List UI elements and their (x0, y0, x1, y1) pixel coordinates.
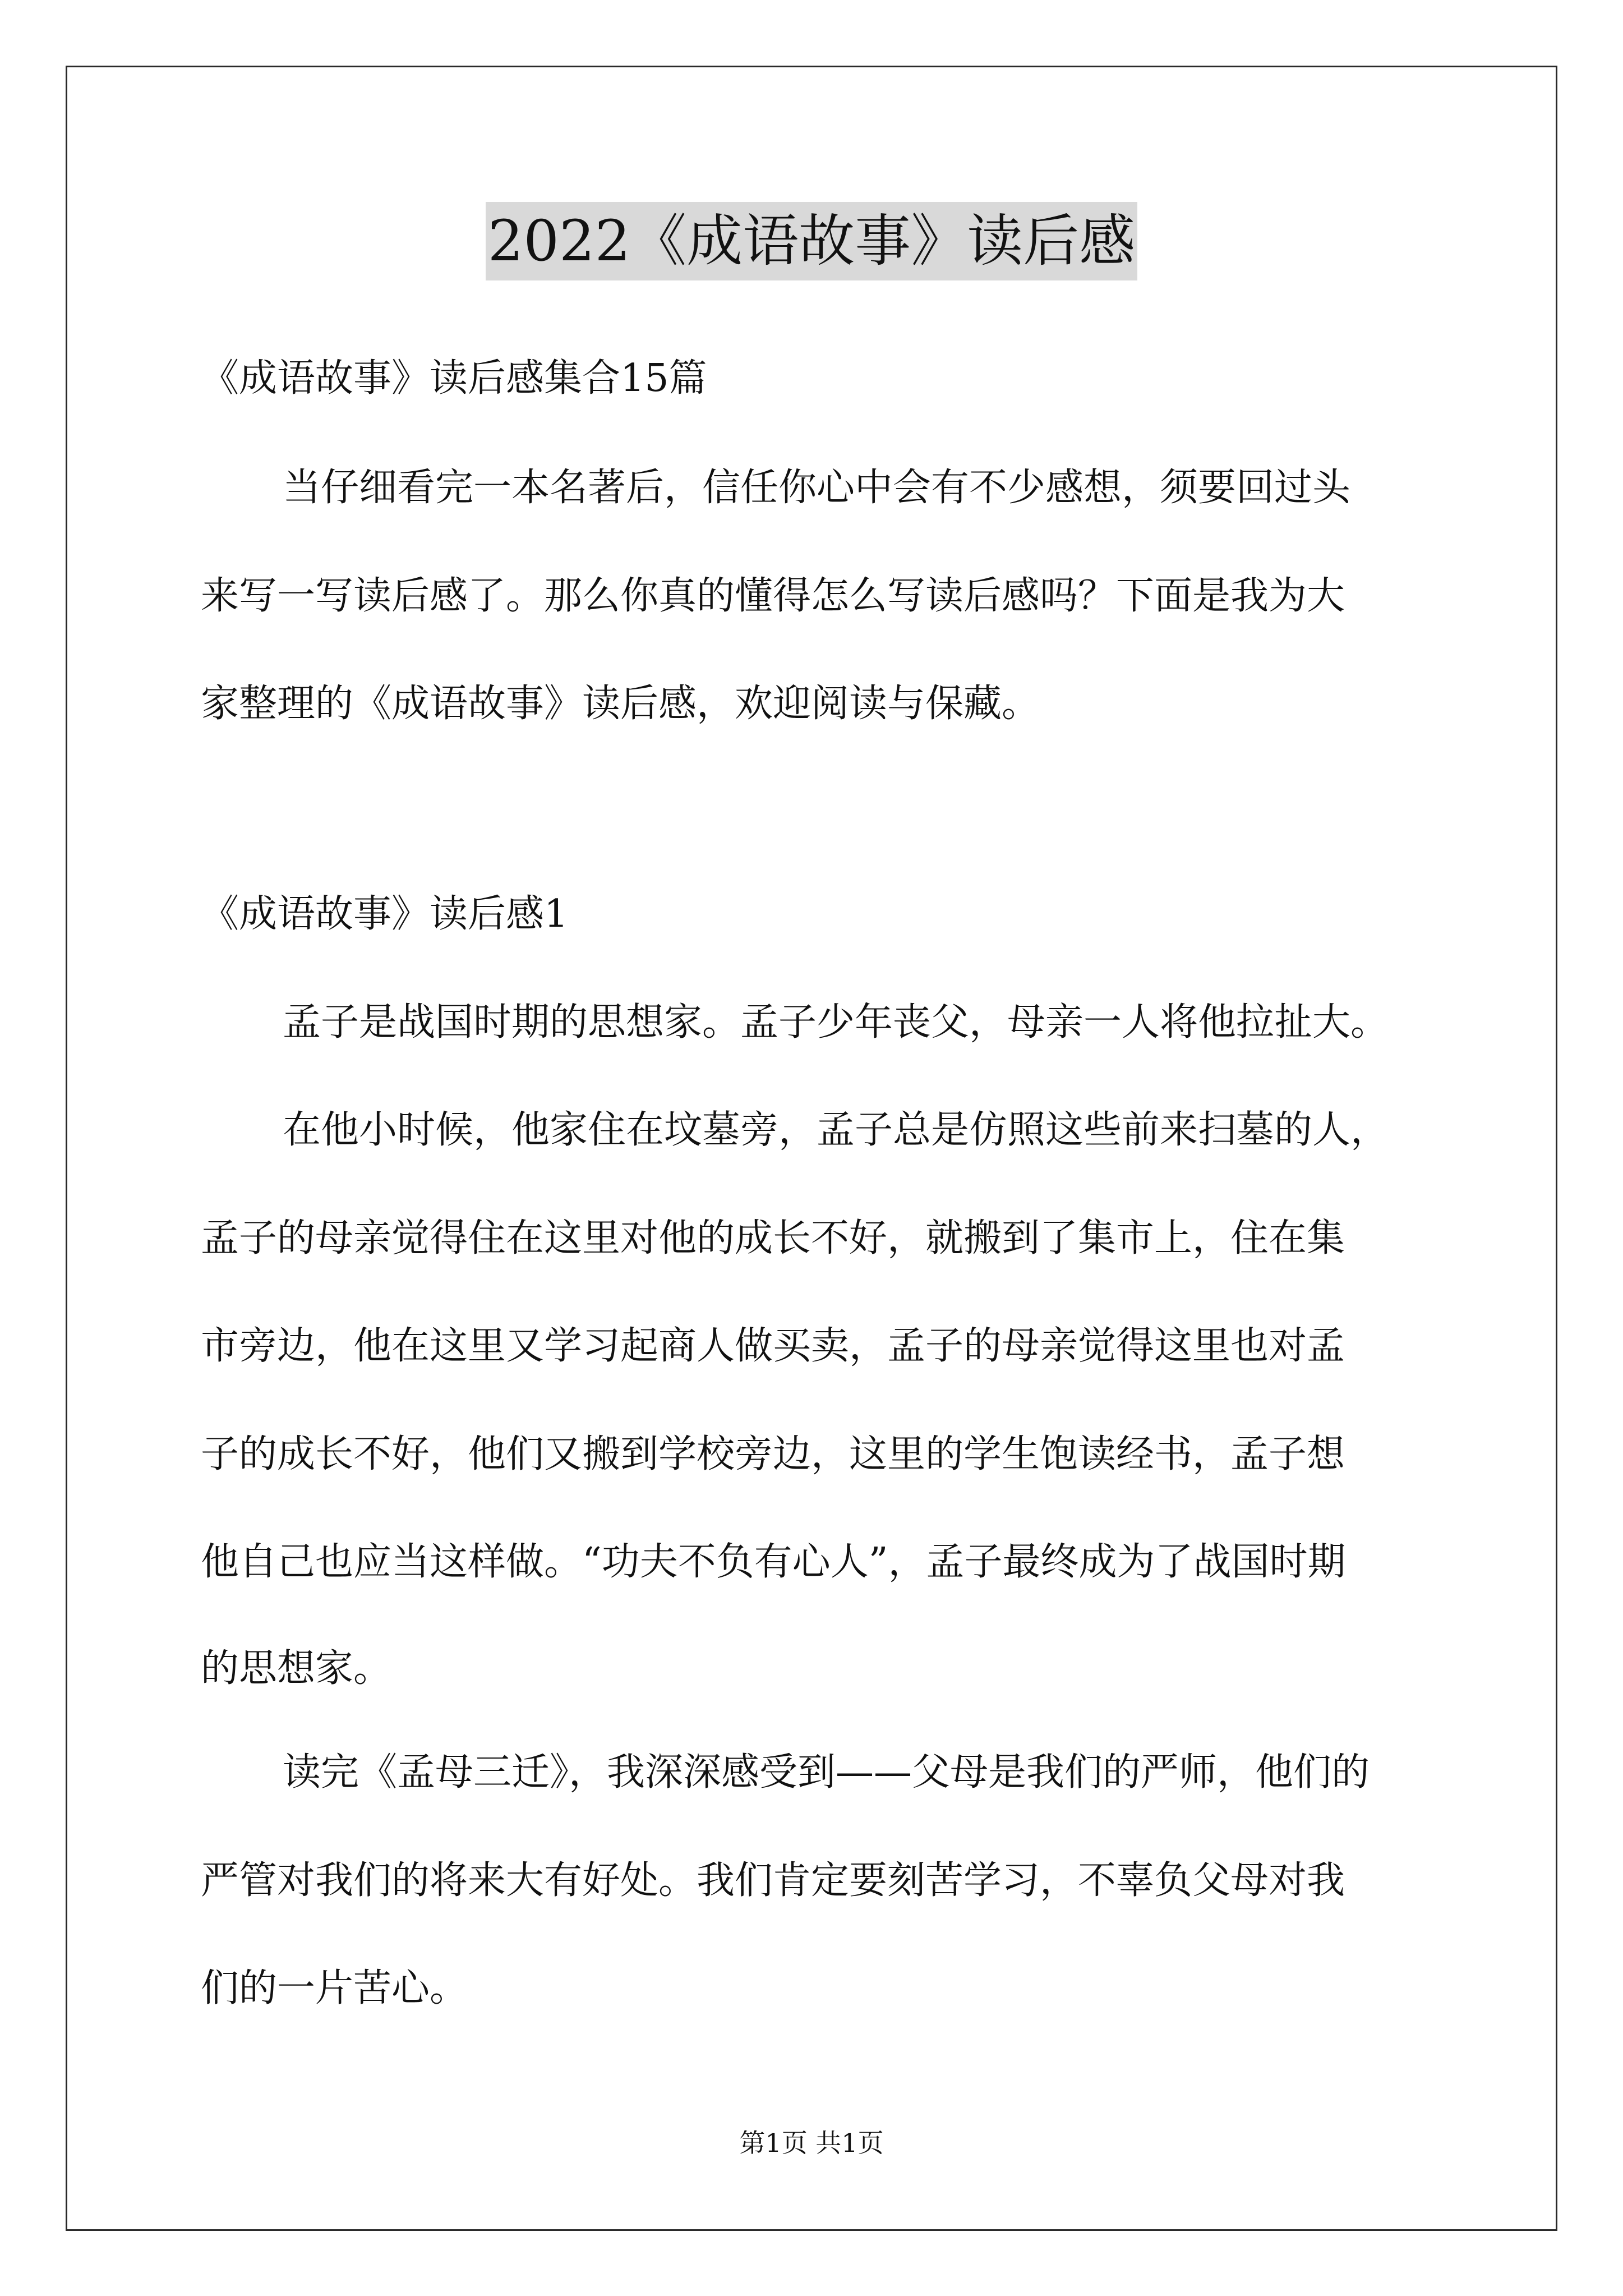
paragraph-3-line-3: 们的一片苦心。 (201, 1966, 468, 2010)
title-container (0, 202, 1623, 280)
intro-line-3: 家整理的《成语故事》读后感，欢迎阅读与保藏。 (201, 682, 1040, 726)
paragraph-2-line-6: 的思想家。 (201, 1646, 392, 1691)
paragraph-2-line-2: 孟子的母亲觉得住在这里对他的成长不好，就搬到了集市上，住在集 (201, 1216, 1345, 1260)
paragraph-2-line-3: 市旁边，他在这里又学习起商人做买卖，孟子的母亲觉得这里也对孟 (201, 1324, 1345, 1368)
paragraph-2-line-5: 他自己也应当这样做。“功夫不负有心人”，孟子最终成为了战国时期 (201, 1540, 1346, 1584)
section-heading: 《成语故事》读后感1 (201, 892, 569, 936)
paragraph-3-line-2: 严管对我们的将来大有好处。我们肯定要刻苦学习，不辜负父母对我 (201, 1858, 1345, 1903)
intro-line-1: 当仔细看完一本名著后，信任你心中会有不少感想，须要回过头 (283, 466, 1351, 510)
intro-line-2: 来写一写读后感了。那么你真的懂得怎么写读后感吗？下面是我为大 (201, 574, 1345, 618)
paragraph-1: 孟子是战国时期的思想家。孟子少年丧父，母亲一人将他拉扯大。 (283, 1000, 1389, 1045)
document-title: 2022《成语故事》读后感 (486, 202, 1138, 280)
document-subtitle: 《成语故事》读后感集合15篇 (201, 356, 707, 401)
paragraph-3-line-1: 读完《孟母三迁》，我深深感受到——父母是我们的严师，他们的 (283, 1750, 1370, 1795)
paragraph-2-line-1: 在他小时候，他家住在坟墓旁，孟子总是仿照这些前来扫墓的人， (283, 1108, 1389, 1152)
paragraph-2-line-4: 子的成长不好，他们又搬到学校旁边，这里的学生饱读经书，孟子想 (201, 1432, 1345, 1476)
page-footer: 第1页 共1页 (739, 2128, 884, 2158)
